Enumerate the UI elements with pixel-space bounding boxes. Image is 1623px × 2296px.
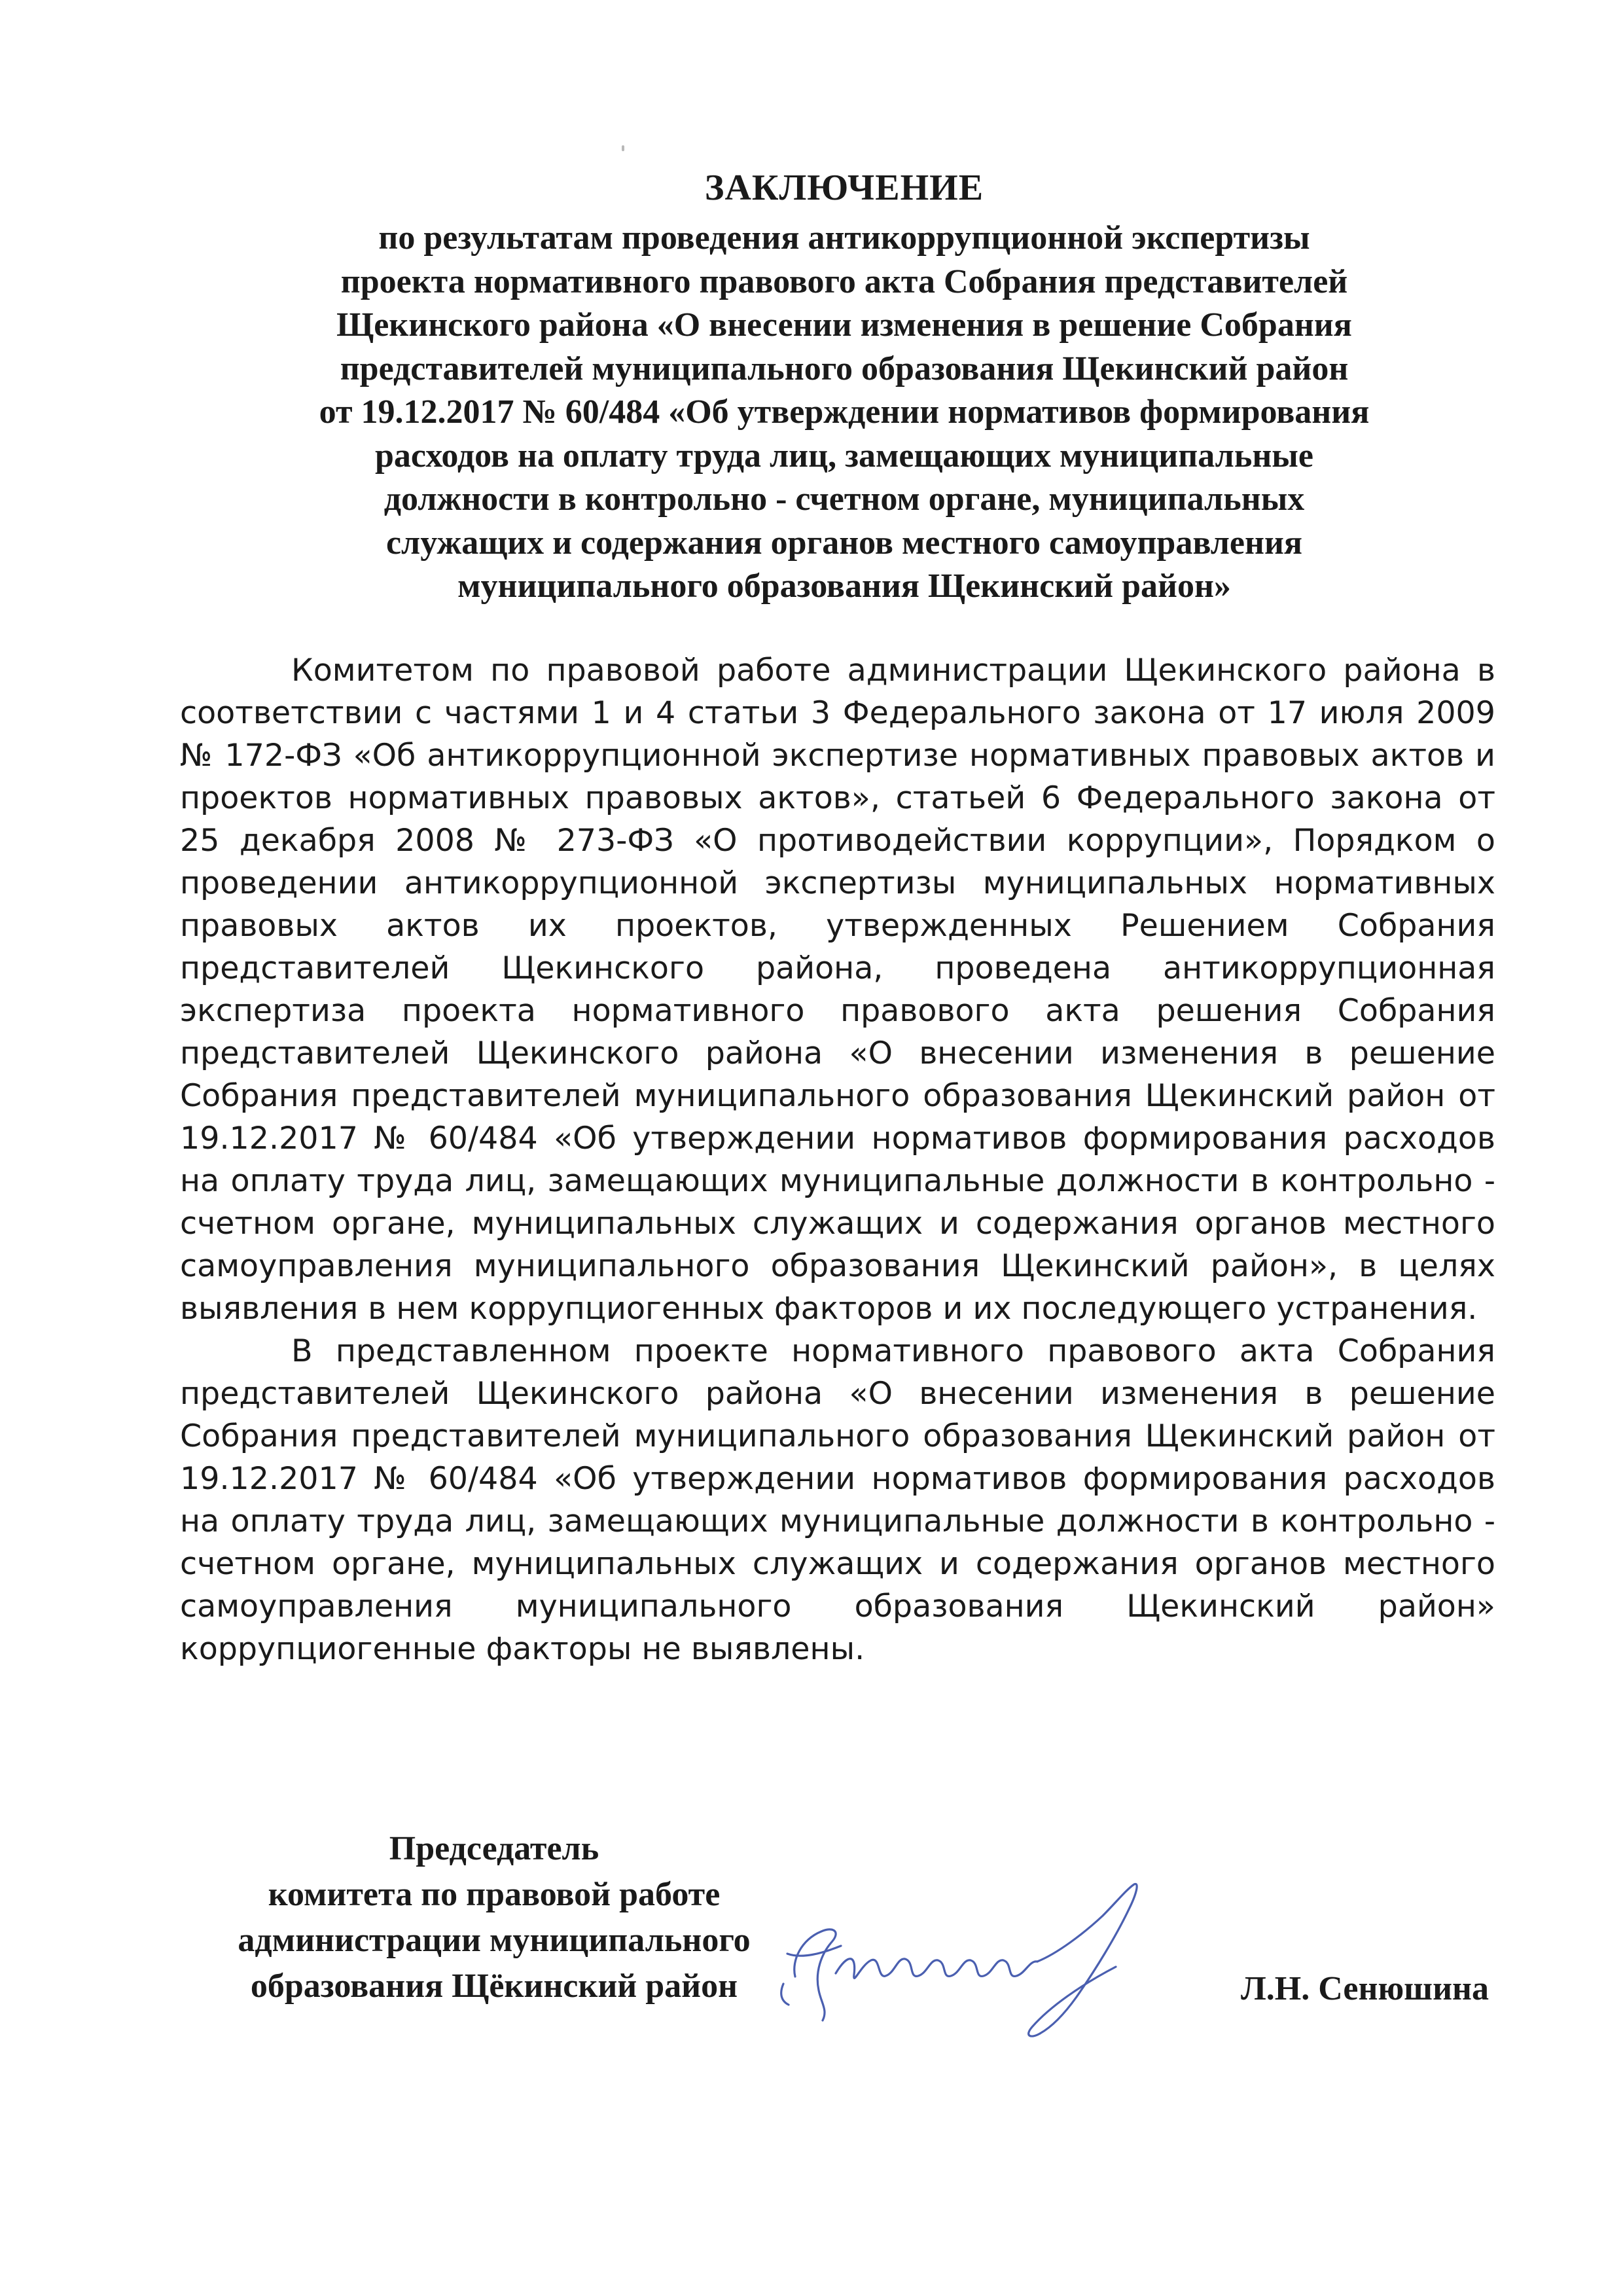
subtitle-line: проекта нормативного правового акта Собрания представителей	[340, 262, 1348, 300]
subtitle-line: Щекинского района «О внесении изменения в решение Собрания	[336, 306, 1352, 344]
document-title: ЗАКЛЮЧЕНИЕ	[704, 168, 984, 208]
subtitle-line: муниципального образования Щекинский район»	[457, 567, 1231, 605]
subtitle-line: должности в контрольно - счетном органе, муниципальных	[383, 480, 1305, 518]
subtitle-line: служащих и содержания органов местного самоуправления	[385, 524, 1303, 562]
subtitle-line: представителей муниципального образования Щекинский район	[340, 350, 1349, 387]
handwritten-signature	[776, 1856, 1181, 2052]
subtitle-line: от 19.12.2017 № 60/484 «Об утверждении нормативов формирования	[319, 393, 1370, 431]
body-paragraph: В представленном проекте нормативного правового акта Собрания представителей Щекинского района «О внесении изменения в решение Собрания представителей муниципального образования Щекинский район от 19.12.2017 № 60/484 «Об утверждении нормативов формирования расходов на оплату труда лиц, замещающих муниципальные должности в контрольно - счетном органе, муниципальных служащих и содержания органов местного самоуправления муниципального образования Щекинский район» коррупциогенные факторы не выявлены.	[180, 1333, 1495, 1667]
body-paragraph: Комитетом по правовой работе администрации Щекинского района в соответствии с частями 1 и 4 статьи 3 Федерального закона от 17 июля 2009 № 172-ФЗ «Об антикоррупционной экспертизе нормативных правовых актов и проектов нормативных правовых актов», статьей 6 Федерального закона от 25 декабря 2008 № 273-ФЗ «О противодействии коррупции», Порядком о проведении антикоррупционной экспертизы муниципальных нормативных правовых актов их проектов, утвержденных Решением Собрания представителей Щекинского района, проведена антикоррупционная экспертиза проекта нормативного правового акта решения Собрания представителей Щекинского района «О внесении изменения в решение Собрания представителей муниципального образования Щекинский район от 19.12.2017 № 60/484 «Об утверждении нормативов формирования расходов на оплату труда лиц, замещающих муниципальные должности в контрольно - счетном органе, муниципальных служащих и содержания органов местного самоуправления муниципального образования Щекинский район», в целях выявления в нем коррупциогенных факторов и их последующего устранения.	[180, 653, 1495, 1327]
subtitle-line: по результатам проведения антикоррупционной экспертизы	[378, 219, 1310, 257]
signatory-position-line: образования Щёкинский район	[250, 1967, 738, 2005]
signatory-position-line: комитета по правовой работе	[268, 1876, 721, 1913]
document-body	[180, 649, 1495, 1670]
document-heading	[196, 160, 1492, 609]
scan-speck	[622, 145, 624, 151]
signatory-position	[183, 1826, 805, 2009]
signatory-name: Л.Н. Сенюшина	[1241, 1970, 1489, 2007]
subtitle-line: расходов на оплату труда лиц, замещающих муниципальные	[375, 437, 1313, 475]
signatory-position-line: Председатель	[389, 1830, 599, 1867]
signatory-position-line: администрации муниципального	[238, 1922, 751, 1959]
